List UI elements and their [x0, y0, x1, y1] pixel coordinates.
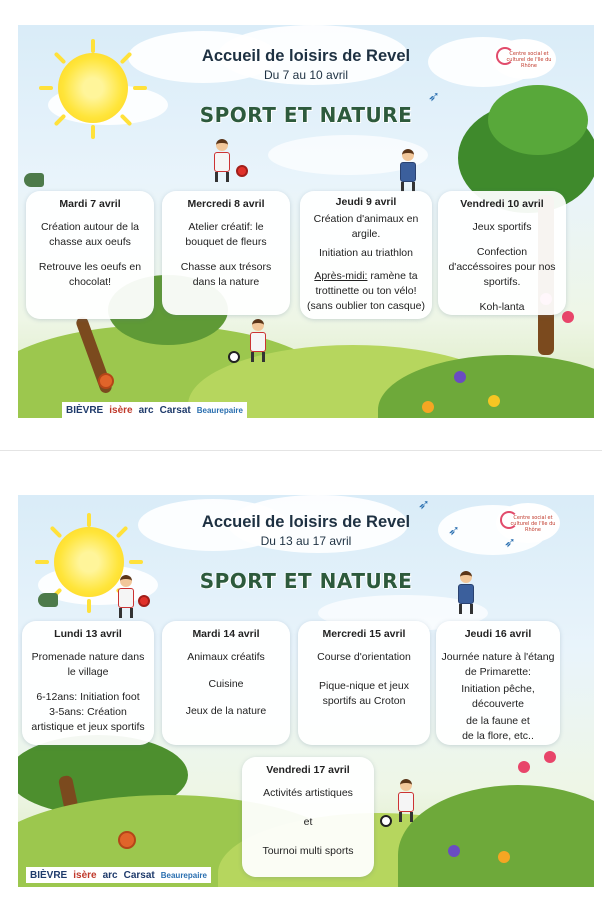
activity-text: Initiation au triathlon	[319, 247, 413, 259]
day-title: Vendredi 17 avril	[266, 764, 350, 776]
flower-icon	[488, 395, 500, 407]
child-running-illustration	[400, 149, 416, 192]
activity-text: Création autour de la chasse aux oeufs	[40, 221, 140, 248]
flower-icon	[562, 311, 574, 323]
activity-text: Confection d'accéssoires pour nos sportifs.	[448, 246, 556, 288]
child-with-ball-illustration	[250, 319, 266, 362]
day-card-mardi-14	[162, 621, 290, 745]
flower-icon	[544, 751, 556, 763]
tree-foliage	[488, 85, 588, 155]
day-title: Mercredi 8 avril	[187, 198, 265, 210]
activity-text: Atelier créatif: le bouquet de fleurs	[185, 221, 267, 248]
activity-text: Tournoi multi sports	[262, 845, 354, 857]
bird-icon: ➶	[504, 535, 516, 551]
theme-title: SPORT ET NATURE	[199, 103, 413, 127]
day-title: Jeudi 16 avril	[464, 628, 532, 640]
partner-logo: Carsat	[159, 404, 191, 416]
ball-icon	[118, 831, 136, 849]
center-title: Accueil de loisirs de Revel	[201, 47, 411, 65]
activity-text: et	[303, 816, 313, 828]
org-logo: Centre social et culturel de l'Ile du Rhône	[496, 503, 560, 543]
activity-text: Chasse aux trésors dans la nature	[180, 261, 272, 288]
whistle-icon	[38, 593, 58, 607]
partner-logos	[62, 402, 247, 418]
org-logo: Centre social et culturel de l'Ile du Rhône	[492, 39, 556, 79]
activity-text: Journée nature à l'étang de Primarette:	[441, 651, 555, 678]
child-with-ball-illustration	[398, 779, 414, 822]
partner-logo: arc	[102, 869, 118, 881]
partner-logo: isère	[109, 404, 133, 416]
activity-text: Koh-lanta	[479, 301, 525, 313]
partner-logo: arc	[138, 404, 154, 416]
activity-text: Création d'animaux en argile.	[313, 213, 419, 240]
afternoon-label: Après-midi:	[314, 270, 368, 282]
day-card-mardi-7	[26, 191, 154, 319]
child-running-illustration	[458, 571, 474, 614]
child-running-illustration	[118, 575, 134, 618]
activity-text: Initiation pêche, découverte	[461, 683, 535, 710]
activity-text: Pique-nique et jeux sportifs au Croton	[319, 680, 409, 707]
day-card-vendredi-10	[438, 191, 566, 315]
day-card-vendredi-17	[242, 757, 374, 877]
activity-text: Promenade nature dans le village	[31, 651, 145, 678]
day-title: Mardi 14 avril	[192, 628, 260, 640]
day-title: Lundi 13 avril	[54, 628, 122, 640]
ball-icon	[138, 595, 150, 607]
date-range: Du 13 au 17 avril	[260, 534, 352, 548]
day-card-lundi-13	[22, 621, 154, 745]
afternoon-text: ramène ta trottinette ou ton vélo! (sans oublier ton casque)	[307, 270, 425, 312]
partner-logo: isère	[73, 869, 97, 881]
theme-title: SPORT ET NATURE	[199, 569, 413, 593]
partner-logos	[26, 867, 211, 883]
partner-logo: Carsat	[123, 869, 155, 881]
activity-text: Cuisine	[208, 678, 244, 690]
activity-text: de la faune et	[466, 715, 530, 727]
child-running-illustration	[214, 139, 230, 182]
day-title: Vendredi 10 avril	[460, 198, 544, 210]
center-title: Accueil de loisirs de Revel	[201, 513, 411, 531]
ball-icon	[228, 351, 240, 363]
page-divider	[0, 450, 602, 451]
date-range: Du 7 au 10 avril	[263, 68, 349, 82]
activity-text: Jeux de la nature	[185, 705, 267, 717]
flower-icon	[448, 845, 460, 857]
flower-icon	[422, 401, 434, 413]
day-card-jeudi-9	[300, 191, 432, 319]
activity-text: Activités artistiques	[263, 787, 353, 799]
flyer-week-1	[18, 25, 594, 418]
partner-logo: BIÈVRE	[30, 869, 68, 881]
day-title: Jeudi 9 avril	[335, 196, 397, 208]
activity-text: Animaux créatifs	[187, 651, 265, 663]
bird-icon: ➶	[448, 523, 460, 539]
day-card-mercredi-15	[298, 621, 430, 745]
bird-icon: ➶	[428, 89, 440, 105]
activity-text: 6-12ans: Initiation foot	[36, 691, 140, 703]
activity-text: Jeux sportifs	[472, 221, 532, 233]
afternoon-activity	[306, 269, 426, 314]
activity-text: de la flore, etc..	[462, 730, 534, 742]
flower-icon	[518, 761, 530, 773]
day-title: Mardi 7 avril	[59, 198, 121, 210]
flower-icon	[454, 371, 466, 383]
partner-logo: Beaurepaire	[160, 870, 207, 880]
ball-icon	[98, 373, 114, 389]
ball-icon	[236, 165, 248, 177]
day-title: Mercredi 15 avril	[322, 628, 406, 640]
ball-icon	[380, 815, 392, 827]
activity-text: Retrouve les oeufs en chocolat!	[38, 261, 142, 288]
activity-text: 3-5ans: Création artistique et jeux sportifs	[31, 706, 145, 733]
day-card-mercredi-8	[162, 191, 290, 315]
bird-icon: ➶	[418, 497, 430, 513]
activity-text: Course d'orientation	[317, 651, 411, 663]
flower-icon	[498, 851, 510, 863]
day-card-jeudi-16	[436, 621, 560, 745]
flyer-week-2	[18, 495, 594, 887]
partner-logo: Beaurepaire	[196, 405, 243, 415]
partner-logo: BIÈVRE	[66, 404, 104, 416]
whistle-icon	[24, 173, 44, 187]
